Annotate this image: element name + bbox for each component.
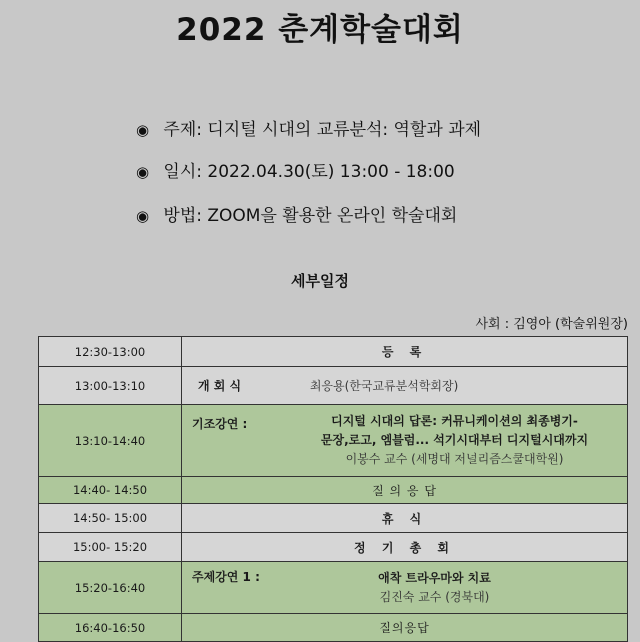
table-row	[39, 367, 628, 405]
method-text: 방법: ZOOM을 활용한 온라인 학술대회	[163, 206, 458, 226]
time-cell: 14:40- 14:50	[39, 477, 182, 504]
event-cell	[182, 562, 628, 614]
lecturer-name: 김진숙 교수 (경북대)	[379, 589, 490, 604]
lecture-title-line1: 디지털 시대의 답론: 커뮤니케이션의 최종병기-	[331, 414, 578, 428]
event-label: 주제강연 1 :	[192, 570, 260, 584]
table-row	[39, 405, 628, 477]
table-row	[39, 477, 628, 504]
lecturer-name: 이봉수 교수 (세명대 저널리즘스쿨대학원)	[345, 452, 564, 466]
event-cell	[182, 367, 628, 405]
bullet-icon: ◉	[136, 163, 150, 181]
time-cell: 13:10-14:40	[39, 405, 182, 477]
topic-text: 주제: 디지털 시대의 교류분석: 역할과 과제	[163, 120, 482, 140]
host-text: 사회 : 김영아 (학술위원장)	[475, 317, 628, 332]
table-row	[39, 504, 628, 533]
time-cell: 14:50- 15:00	[39, 504, 182, 533]
info-topic	[136, 115, 481, 140]
table-row	[39, 337, 628, 367]
page-title: 2022 춘계학술대회	[176, 12, 464, 48]
schedule-title: 세부일정	[291, 272, 349, 290]
event-label: 개 회 식	[198, 379, 242, 393]
time-cell: 13:00-13:10	[39, 367, 182, 405]
event-cell: 등 록	[182, 337, 628, 367]
event-detail: 최응용(한국교류분석학회장)	[309, 379, 459, 393]
table-row	[39, 562, 628, 614]
time-cell: 16:40-16:50	[39, 614, 182, 642]
time-cell: 12:30-13:00	[39, 337, 182, 367]
table-row	[39, 614, 628, 642]
info-method	[136, 201, 457, 226]
lecture-title: 애착 트라우마와 치료	[378, 570, 491, 585]
event-label: 기조강연 :	[192, 417, 248, 431]
bullet-icon: ◉	[136, 121, 150, 139]
event-cell: 정 기 총 회	[182, 533, 628, 562]
schedule-table	[38, 336, 628, 642]
event-cell: 휴 식	[182, 504, 628, 533]
time-cell: 15:20-16:40	[39, 562, 182, 614]
event-cell: 질의응답	[182, 614, 628, 642]
event-cell	[182, 405, 628, 477]
info-date	[136, 157, 455, 182]
event-cell: 질 의 응 답	[182, 477, 628, 504]
event-detail	[188, 412, 621, 469]
lecture-title-line2: 문장,로고, 엠블럼... 석기시대부터 디지털시대까지	[320, 433, 589, 447]
date-text: 일시: 2022.04.30(토) 13:00 - 18:00	[163, 162, 455, 182]
table-row	[39, 533, 628, 562]
time-cell: 15:00- 15:20	[39, 533, 182, 562]
bullet-icon: ◉	[136, 207, 150, 225]
